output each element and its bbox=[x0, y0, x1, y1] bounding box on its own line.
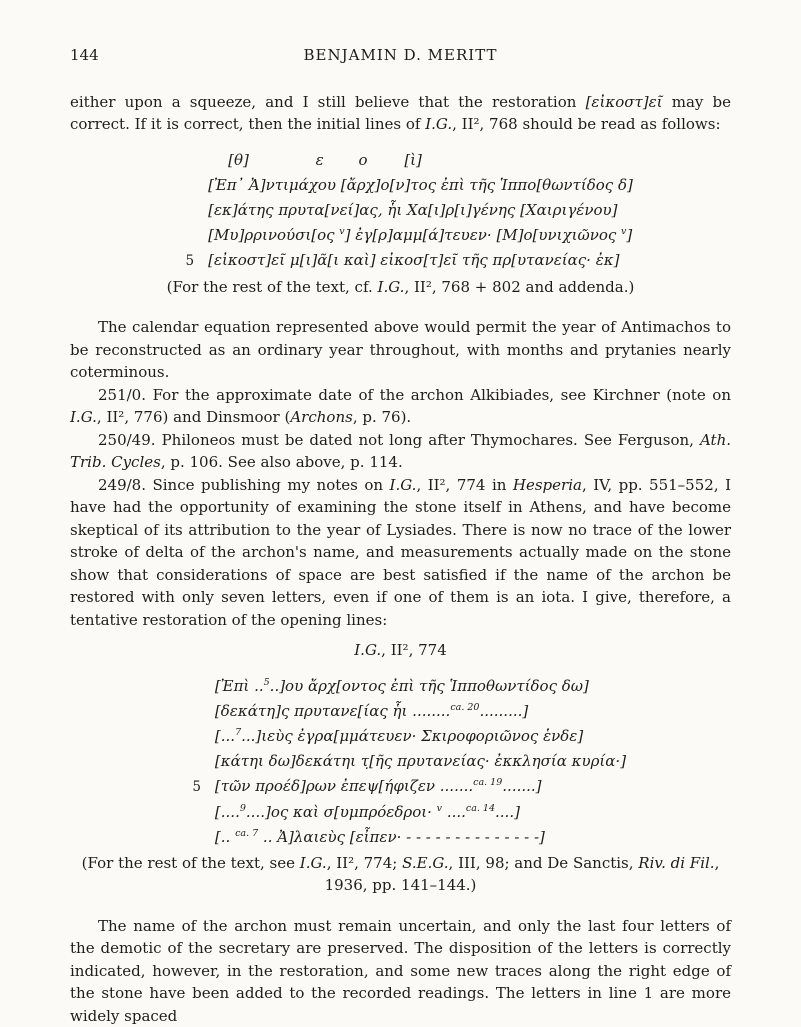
greek-text: [δεκάτη]ς πρυτανε[ίας ἧι ........$^{ca. 20}$.........] bbox=[215, 699, 528, 724]
inscription-line bbox=[168, 223, 633, 248]
paragraph-archon-uncertain: The name of the archon must remain uncertain, and only the last four letters of the demotic of the secretary are preserved. The disposition of the letters is correctly indicated, however, in the restoration, and some new traces along the right edge of the stone have been added to the recorded readings. The letters in line 1 are more widely spaced bbox=[70, 915, 731, 1027]
inscription-line bbox=[168, 248, 633, 274]
paragraph-calendar-equation: The calendar equation represented above would permit the year of Antimachos to be reconstructed as an ordinary year throughout, with months and prytanies nearly coterminous. bbox=[70, 316, 731, 384]
inscription-ig-774 bbox=[175, 674, 626, 850]
inscription-line bbox=[175, 674, 626, 699]
greek-text: [....$^9$....]ος καὶ σ[υμπρόεδροι· $^v$ ....$^{ca. 14}$....] bbox=[215, 800, 520, 825]
greek-text: [τῶν προέδ]ρων ἐπεψ[ήφιζεν .......$^{ca. 19}$.......] bbox=[215, 774, 542, 799]
paragraph-251-0: 251/0. For the approximate date of the archon Alkibiades, see Kirchner (note on I.G., II², 776) and Dinsmoor (Archons, p. 76). bbox=[70, 384, 731, 429]
greek-text: [εἰκοστ]εῖ μ[ι]ᾶ[ι καὶ] εἰκοσ[τ]εῖ τῆς πρ[υτανείας· ἐκ] bbox=[208, 248, 619, 273]
running-title: BENJAMIN D. MERITT bbox=[304, 46, 498, 64]
inscription-line bbox=[168, 148, 633, 173]
paragraph-249-8: 249/8. Since publishing my notes on I.G., II², 774 in Hesperia, IV, pp. 551–552, I have had the opportunity of examining the stone itself in Athens, and have become skeptical of its attribution to the year of Lysiades. There is now no trace of the lower stroke of delta of the archon's name, and measurements actually made on the stone show that considerations of space are best satisfied if the name of the archon be restored with only seven letters, even if one of them is an iota. I give, therefore, a tentative restoration of the opening lines: bbox=[70, 474, 731, 632]
heading-ig-774: I.G., II², 774 bbox=[70, 639, 731, 662]
line-number: 5 bbox=[168, 249, 194, 274]
inscription-line bbox=[168, 198, 633, 223]
greek-text: [Ἐπ᾽ Ἀ]ντιμάχου [ἄρχ]ο[ν]τος ἐπὶ τῆς Ἱππο[θωντίδος δ] bbox=[208, 173, 633, 198]
greek-text: [.. $^{ca. 7}$ .. Ἀ]λαιεὺς [εἶπεν· - - - - - - - - - - - - - -] bbox=[215, 825, 545, 850]
inscription-ig-768 bbox=[168, 148, 633, 274]
inscription-line bbox=[168, 173, 633, 198]
inscription-line bbox=[175, 724, 626, 749]
theoi-line bbox=[208, 148, 422, 173]
inscription-line bbox=[175, 825, 626, 850]
greek-text: [Ἐπὶ ..$^5$..]ου ἄρχ[οντος ἐπὶ τῆς Ἱπποθωντίδος δω] bbox=[215, 674, 589, 699]
theoi-marker: [θ] bbox=[228, 148, 249, 173]
greek-text: [εκ]άτης πρυτα[νεί]ας, ἧι Χα[ι]ρ[ι]γένης [Χαιριγένου] bbox=[208, 198, 617, 223]
page-header bbox=[70, 44, 731, 67]
theoi-marker: ε bbox=[316, 148, 324, 173]
inscription-line bbox=[175, 749, 626, 774]
greek-text: [Μυ]ρρινούσι[ος $^v$] ἐγ[ρ]αμμ[ά]τευεν· [Μ]ο[υνιχιῶνος $^v$] bbox=[208, 223, 632, 248]
inscription-768-caption: (For the rest of the text, cf. I.G., II², 768 + 802 and addenda.) bbox=[70, 276, 731, 299]
theoi-marker: [ὶ] bbox=[404, 148, 422, 173]
theoi-marker: ο bbox=[359, 148, 368, 173]
greek-text: [κάτηι δω]δεκάτηι τ̣[ῆς πρυτανείας· ἐκκλησία κυρία·] bbox=[215, 749, 626, 774]
inscription-line bbox=[175, 800, 626, 825]
page-number: 144 bbox=[70, 44, 99, 67]
inscription-line bbox=[175, 774, 626, 800]
inscription-774-caption: (For the rest of the text, see I.G., II², 774; S.E.G., III, 98; and De Sanctis, Riv. di Fil., 1936, pp. 141–144.) bbox=[70, 852, 731, 897]
paragraph-intro: either upon a squeeze, and I still believe that the restoration [εἰκοστ]εῖ may be correct. If it is correct, then the initial lines of I.G., II², 768 should be read as follows: bbox=[70, 91, 731, 136]
line-number: 5 bbox=[175, 775, 201, 800]
inscription-line bbox=[175, 699, 626, 724]
paragraph-250-49: 250/49. Philoneos must be dated not long after Thymochares. See Ferguson, Ath. Trib. Cycles, p. 106. See also above, p. 114. bbox=[70, 429, 731, 474]
greek-text: [...$^7$...]ιεὺς ἐγρα[μμάτευεν· Σκιροφοριῶνος ἑνδε] bbox=[215, 724, 583, 749]
